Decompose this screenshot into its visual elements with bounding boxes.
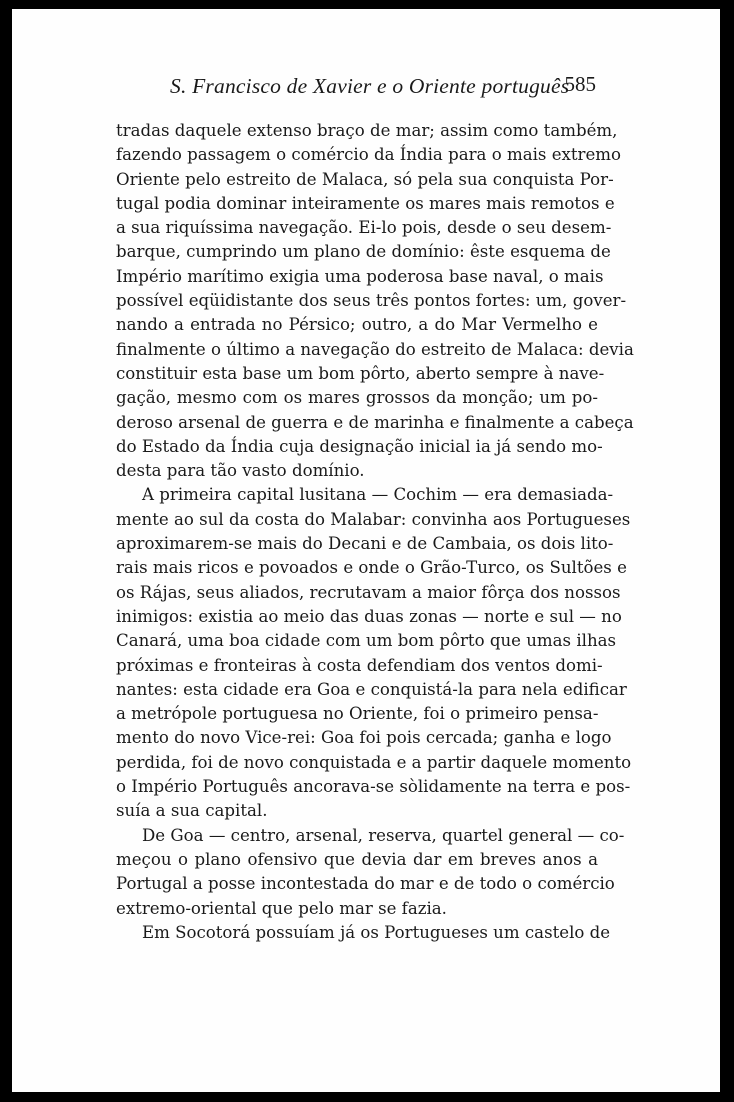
text-line: Portugal a posse incontestada do mar e de todo o comércio [116, 874, 615, 894]
text-line: a metrópole portuguesa no Oriente, foi o primeiro pensa- [116, 704, 599, 724]
text-line: inimigos: existia ao meio das duas zonas — norte e sul — no [116, 606, 622, 626]
text-line: tugal podia dominar inteiramente os mares mais remotos e [116, 193, 615, 213]
text-line: constituir esta base um bom pôrto, aberto sempre à nave- [116, 363, 605, 383]
text-line: perdida, foi de novo conquistada e a partir daquele momento [116, 752, 632, 772]
paragraph-4 [116, 921, 611, 945]
text-line: tradas daquele extenso braço de mar; assim como também, [116, 121, 618, 140]
text-line: o Império Português ancorava-se sòlidamente na terra e pos- [116, 777, 631, 797]
text-line: do Estado da Índia cuja designação inicial ia já sendo mo- [116, 436, 603, 456]
body-text [116, 119, 634, 945]
text-line: barque, cumprindo um plano de domínio: êste esquema de [116, 242, 611, 262]
text-line: finalmente o último a navegação do estreito de Malaca: devia [116, 339, 634, 359]
text-line: aproximarem-se mais do Decani e de Cambaia, os dois lito- [116, 534, 614, 554]
text-line: os Rájas, seus aliados, recrutavam a maior fôrça dos nossos [116, 582, 621, 602]
text-line: desta para tão vasto domínio. [116, 461, 365, 481]
text-line: A primeira capital lusitana — Cochim — era demasiada- [142, 485, 614, 505]
text-line: Oriente pelo estreito de Malaca, só pela sua conquista Por- [116, 169, 614, 189]
text-line: extremo-oriental que pelo mar se fazia. [116, 898, 447, 918]
text-line: possível eqüidistante dos seus três pontos fortes: um, gover- [116, 291, 627, 311]
text-line: a sua riquíssima navegação. Ei-lo pois, desde o seu desem- [116, 218, 612, 238]
text-line: mento do novo Vice-rei: Goa foi pois cercada; ganha e logo [116, 728, 612, 748]
text-line: mente ao sul da costa do Malabar: convinha aos Portugueses [116, 509, 631, 529]
text-line: suía a sua capital. [116, 801, 268, 821]
text-line: rais mais ricos e povoados e onde o Grão-Turco, os Sultões e [116, 558, 627, 578]
text-line: Em Socotorá possuíam já os Portugueses um castelo de [142, 922, 611, 942]
page-number: 585 [564, 72, 596, 96]
text-line: fazendo passagem o comércio da Índia para o mais extremo [116, 145, 622, 165]
text-line: gação, mesmo com os mares grossos da monção; um po- [116, 388, 598, 408]
text-line: Império marítimo exigia uma poderosa base naval, o mais [116, 266, 604, 286]
paragraph-3 [116, 824, 625, 921]
paragraph-1 [116, 119, 634, 483]
text-line: próximas e fronteiras à costa defendiam dos ventos domi- [116, 655, 603, 675]
paragraph-2 [116, 483, 632, 823]
text-line: Canará, uma boa cidade com um bom pôrto que umas ilhas [116, 631, 617, 651]
text-line: meçou o plano ofensivo que devia dar em breves anos a [116, 849, 598, 869]
running-title: S. Francisco de Xavier e o Oriente português [170, 74, 570, 98]
page-header [170, 72, 596, 106]
text-line: nando a entrada no Pérsico; outro, a do Mar Vermelho e [116, 315, 598, 335]
text-line: deroso arsenal de guerra e de marinha e finalmente a cabeça [116, 412, 634, 432]
text-line: De Goa — centro, arsenal, reserva, quartel general — co- [142, 825, 625, 845]
book-page [12, 9, 720, 1092]
text-line: nantes: esta cidade era Goa e conquistá-la para nela edificar [116, 679, 627, 699]
